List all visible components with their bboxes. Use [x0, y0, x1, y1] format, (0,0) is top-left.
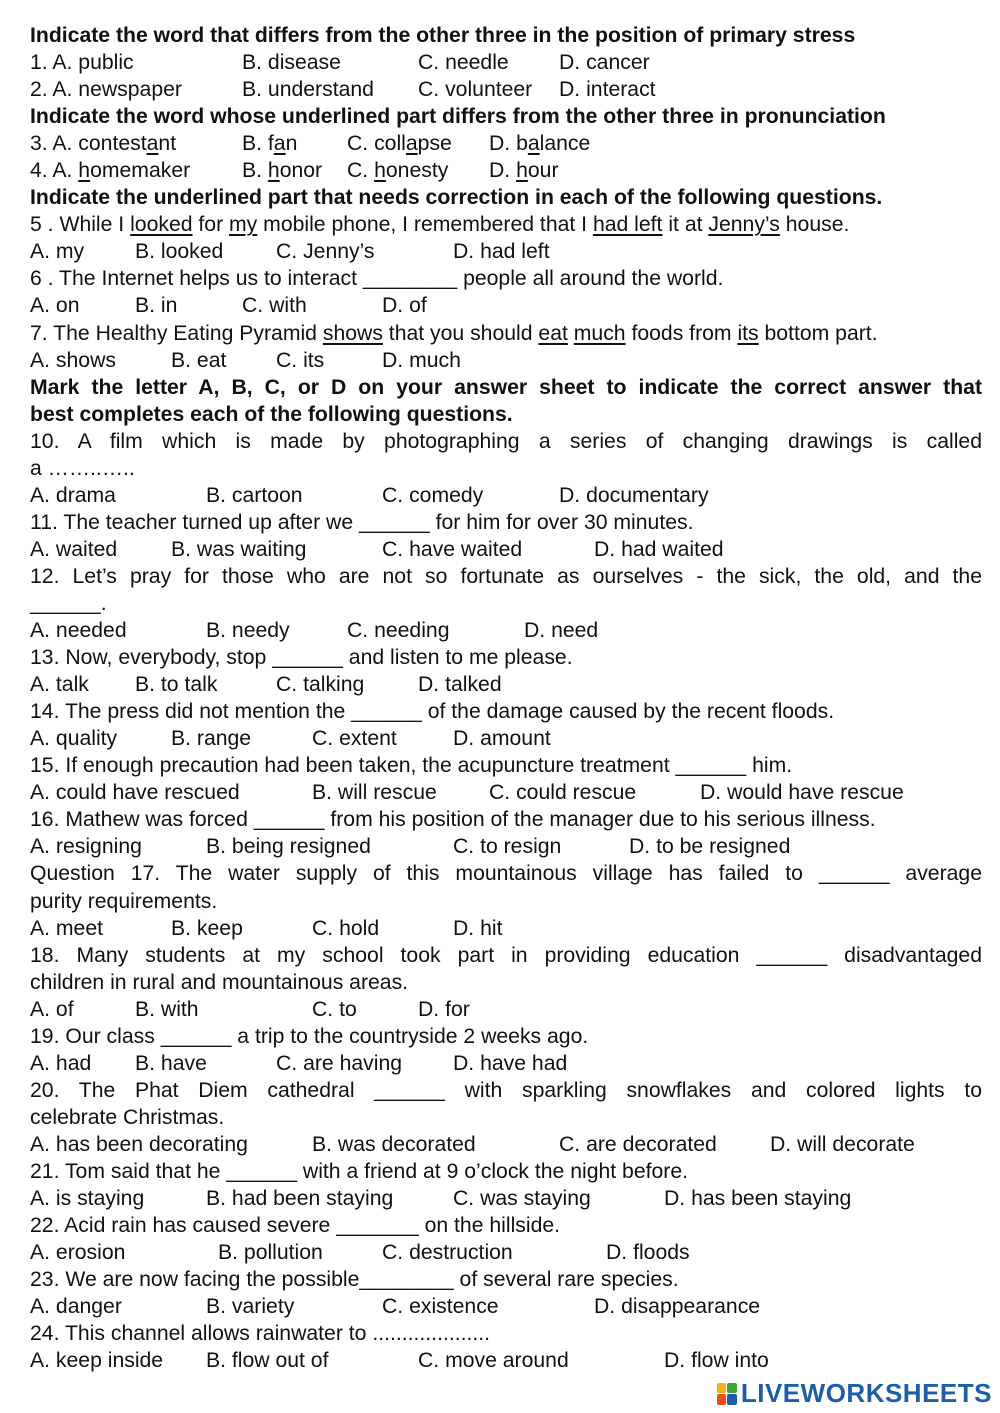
question-text: 24. This channel allows rainwater to .................... [30, 1322, 491, 1346]
answer-options [30, 1239, 982, 1266]
question-text: 10. A film which is made by photographing a series of changing drawings is called [30, 429, 982, 453]
answer-option[interactable]: A. my [30, 240, 85, 264]
question-text: Question 17. The water supply of this mountainous village has failed to ______ average [30, 862, 982, 886]
answer-option[interactable]: D. talked [418, 673, 502, 697]
answer-option[interactable]: B. have [135, 1051, 207, 1075]
answer-option[interactable]: C. to resign [453, 835, 562, 859]
answer-option[interactable]: C. talking [276, 673, 365, 697]
answer-option[interactable]: D. have had [453, 1051, 568, 1075]
answer-option[interactable]: D. has been staying [664, 1187, 852, 1211]
text-segment: lance [539, 132, 591, 156]
answer-option[interactable]: C. hold [312, 916, 380, 940]
text-segment: nt [158, 132, 177, 156]
underlined-part: h [374, 159, 386, 183]
question-text: 15. If enough precaution had been taken, the acupuncture treatment ______ him. [30, 754, 793, 778]
question-text: purity requirements. [30, 889, 218, 913]
answer-option[interactable]: B. variety [206, 1295, 295, 1319]
question-text: 14. The press did not mention the ______ of the damage caused by the recent floods. [30, 700, 835, 724]
mark-square [717, 1394, 727, 1405]
answer-option[interactable]: A. meet [30, 916, 104, 940]
answer-option[interactable]: C. volunteer [418, 78, 533, 102]
underlined-part: a [273, 132, 286, 156]
answer-option[interactable]: A. had [30, 1051, 92, 1075]
answer-options [30, 157, 982, 184]
text-segment: B. f [242, 132, 274, 156]
answer-options [30, 49, 982, 76]
answer-option[interactable]: A. has been decorating [30, 1132, 248, 1156]
underlined-part: Jenny’s [708, 213, 780, 237]
answer-option[interactable]: C. existence [382, 1295, 499, 1319]
answer-option[interactable]: C. needing [347, 619, 450, 643]
answer-options [30, 915, 982, 942]
liveworksheets-mark-icon [717, 1383, 737, 1405]
answer-option[interactable]: C. was staying [453, 1187, 591, 1211]
answer-option[interactable]: A. on [30, 294, 80, 318]
answer-option[interactable]: D. interact [559, 78, 656, 102]
answer-option[interactable]: A. is staying [30, 1187, 145, 1211]
answer-option[interactable]: C. move around [418, 1349, 569, 1373]
text-segment: that you should [382, 321, 539, 345]
section-heading: Indicate the word that differs from the other three in the position of primary stress [30, 24, 856, 47]
question-text: 13. Now, everybody, stop ______ and listen to me please. [30, 646, 573, 670]
underlined-part: my [229, 213, 258, 237]
mark-square [717, 1383, 727, 1394]
answer-option[interactable]: C. have waited [382, 537, 523, 561]
text-segment: D. [489, 159, 517, 183]
answer-option[interactable]: D. flow into [664, 1349, 769, 1373]
answer-options [30, 292, 982, 319]
underlined-part: a [527, 132, 540, 156]
answer-options [30, 779, 982, 806]
answer-option[interactable] [489, 157, 559, 184]
answer-option[interactable]: B. disease [242, 51, 341, 75]
answer-options [30, 1293, 982, 1320]
answer-option[interactable]: D. hit [453, 916, 503, 940]
answer-option[interactable]: D. cancer [559, 51, 650, 75]
answer-option[interactable]: C. are decorated [559, 1132, 717, 1156]
answer-options [30, 725, 982, 752]
question-text: a ……..….. [30, 456, 135, 480]
answer-option[interactable]: B. flow out of [206, 1349, 329, 1373]
question-text: 12. Let’s pray for those who are not so fortunate as ourselves - the sick, the old, and the [30, 564, 982, 588]
answer-option[interactable]: A. shows [30, 348, 116, 372]
underlined-part: a [405, 132, 418, 156]
question-text: 11. The teacher turned up after we ______ for him for over 30 minutes. [30, 510, 694, 534]
text-segment: 7. The Healthy Eating Pyramid [30, 321, 323, 345]
text-segment: C. coll [347, 132, 406, 156]
answer-option[interactable]: B. needy [206, 619, 290, 643]
text-segment: onor [279, 159, 323, 183]
answer-option[interactable]: B. cartoon [206, 483, 303, 507]
answer-option[interactable]: B. to talk [135, 673, 218, 697]
liveworksheets-logo [717, 1378, 992, 1409]
answer-option[interactable]: B. understand [242, 78, 374, 102]
answer-option[interactable] [242, 130, 297, 157]
answer-option[interactable]: B. will rescue [312, 781, 437, 805]
question-text: 19. Our class ______ a trip to the countryside 2 weeks ago. [30, 1024, 589, 1048]
answer-option[interactable]: D. documentary [559, 483, 709, 507]
answer-option[interactable]: C. Jenny’s [276, 240, 375, 264]
question-text: 18. Many students at my school took part in providing education ______ disadvantaged [30, 943, 982, 967]
answer-option[interactable]: C. comedy [382, 483, 484, 507]
answer-option[interactable]: A. could have rescued [30, 781, 240, 805]
underlined-part: h [78, 159, 91, 183]
answer-option[interactable] [30, 157, 190, 184]
answer-options [30, 1131, 982, 1158]
answer-option[interactable]: C. are having [276, 1051, 403, 1075]
answer-option[interactable]: B. eat [171, 348, 227, 372]
answer-option[interactable]: C. its [276, 348, 325, 372]
question-text: celebrate Christmas. [30, 1105, 225, 1129]
question-text: 16. Mathew was forced ______ from his position of the manager due to his serious illness. [30, 808, 876, 832]
answer-option[interactable]: C. could rescue [489, 781, 637, 805]
answer-option[interactable]: D. would have rescue [700, 781, 904, 805]
underlined-part: h [516, 159, 528, 183]
text-segment: our [527, 159, 559, 183]
worksheet [30, 22, 982, 1374]
section-heading: Indicate the word whose underlined part differs from the other three in pronunciation [30, 105, 886, 129]
answer-option[interactable]: 1. A. public [30, 51, 134, 75]
text-segment: C. [347, 159, 375, 183]
text-segment: mobile phone, I remembered that I [257, 213, 593, 237]
answer-option[interactable]: D. much [382, 348, 461, 372]
question-text [30, 211, 982, 238]
underlined-part: a [146, 132, 159, 156]
section-heading: best completes each of the following questions. [30, 402, 513, 426]
answer-options [30, 238, 982, 265]
answer-options [30, 617, 982, 644]
answer-option[interactable]: D. disappearance [594, 1295, 761, 1319]
mark-square [727, 1394, 737, 1405]
answer-options [30, 347, 982, 374]
answer-option[interactable]: A. danger [30, 1295, 122, 1319]
answer-option[interactable]: B. keep [171, 916, 243, 940]
answer-option[interactable]: A. resigning [30, 835, 142, 859]
answer-options [30, 130, 982, 157]
text-segment: D. b [489, 132, 528, 156]
answer-option[interactable]: A. waited [30, 537, 118, 561]
question-text: 22. Acid rain has caused severe _______ on the hillside. [30, 1214, 561, 1238]
answer-options [30, 1050, 982, 1077]
answer-option[interactable]: B. was decorated [312, 1132, 476, 1156]
text-segment: 3. A. contest [30, 132, 147, 156]
underlined-part: eat [538, 321, 568, 345]
answer-option[interactable]: B. pollution [218, 1241, 323, 1265]
underlined-part: looked [130, 213, 193, 237]
text-segment: bottom part. [758, 321, 878, 345]
answer-option[interactable]: D. will decorate [770, 1132, 915, 1156]
answer-option[interactable]: D. of [382, 294, 427, 318]
answer-options [30, 536, 982, 563]
text-segment: it at [662, 213, 709, 237]
text-segment: pse [417, 132, 452, 156]
question-text: 6 . The Internet helps us to interact ________ people all around the world. [30, 267, 724, 291]
question-text: children in rural and mountainous areas. [30, 970, 409, 994]
answer-option[interactable]: A. talk [30, 673, 89, 697]
answer-option[interactable] [30, 130, 176, 157]
answer-option[interactable]: D. amount [453, 727, 551, 751]
text-segment: onesty [385, 159, 449, 183]
answer-option[interactable]: C. needle [418, 51, 509, 75]
answer-option[interactable]: B. was waiting [171, 537, 307, 561]
mark-square [727, 1383, 737, 1394]
answer-option[interactable]: A. quality [30, 727, 118, 751]
answer-option[interactable] [347, 157, 448, 184]
answer-options [30, 482, 982, 509]
answer-options [30, 996, 982, 1023]
answer-option[interactable]: D. to be resigned [629, 835, 791, 859]
underlined-part: h [267, 159, 280, 183]
answer-option[interactable]: C. destruction [382, 1241, 513, 1265]
section-heading: Indicate the underlined part that needs correction in each of the following questions. [30, 186, 883, 210]
question-text: 21. Tom said that he ______ with a friend at 9 o’clock the night before. [30, 1159, 689, 1183]
question-text: 23. We are now facing the possible________ of several rare species. [30, 1268, 679, 1292]
answer-options [30, 1185, 982, 1212]
answer-option[interactable]: B. had been staying [206, 1187, 394, 1211]
answer-option[interactable]: D. floods [606, 1241, 690, 1265]
answer-option[interactable]: A. of [30, 997, 74, 1021]
answer-option[interactable]: D. had waited [594, 537, 724, 561]
text-segment: 4. A. [30, 159, 79, 183]
logo-text: LIVEWORKSHEETS [740, 1378, 992, 1408]
answer-option[interactable]: A. drama [30, 483, 116, 507]
underlined-part: its [737, 321, 759, 345]
answer-option[interactable]: D. for [418, 997, 470, 1021]
answer-options [30, 76, 982, 103]
answer-option[interactable]: B. range [171, 727, 252, 751]
answer-option[interactable]: A. keep inside [30, 1349, 164, 1373]
answer-option[interactable] [347, 130, 452, 157]
answer-option[interactable]: C. with [242, 294, 307, 318]
answer-option[interactable]: D. had left [453, 240, 550, 264]
text-segment: B. [242, 159, 268, 183]
question-text: ______. [30, 591, 107, 615]
answer-options [30, 1347, 982, 1374]
answer-option[interactable]: B. in [135, 294, 178, 318]
underlined-part: much [573, 321, 626, 345]
answer-option[interactable]: A. needed [30, 619, 127, 643]
section-heading: Mark the letter A, B, C, or D on your answer sheet to indicate the correct answer that [30, 375, 982, 399]
text-segment: omemaker [90, 159, 191, 183]
answer-option[interactable]: C. extent [312, 727, 397, 751]
answer-option[interactable]: 2. A. newspaper [30, 78, 182, 102]
answer-option[interactable] [242, 157, 322, 184]
answer-option[interactable]: B. with [135, 997, 199, 1021]
text-segment: n [285, 132, 298, 156]
answer-option[interactable]: C. to [312, 997, 357, 1021]
answer-option[interactable]: B. looked [135, 240, 224, 264]
underlined-part: had left [592, 213, 663, 237]
text-segment: for [192, 213, 230, 237]
answer-option[interactable]: A. erosion [30, 1241, 126, 1265]
text-segment: foods from [625, 321, 738, 345]
answer-option[interactable] [489, 130, 590, 157]
answer-option[interactable]: B. being resigned [206, 835, 371, 859]
answer-options [30, 833, 982, 860]
text-segment: house. [779, 213, 850, 237]
answer-options [30, 671, 982, 698]
text-segment: 5 . While I [30, 213, 131, 237]
underlined-part: shows [322, 321, 383, 345]
answer-option[interactable]: D. need [524, 619, 599, 643]
question-text [30, 320, 982, 347]
question-text: 20. The Phat Diem cathedral ______ with sparkling snowflakes and colored lights to [30, 1078, 982, 1102]
